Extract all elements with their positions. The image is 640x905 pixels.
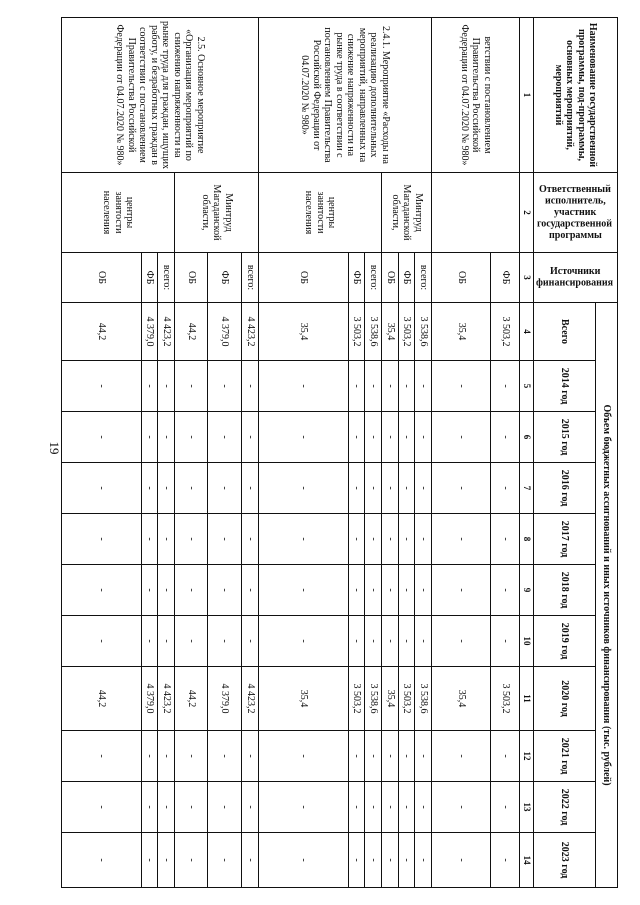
row-year-value: - (141, 731, 158, 782)
row-year-value: - (398, 731, 415, 782)
row-year-value: - (398, 782, 415, 833)
row-total: 4 423,2 (158, 303, 175, 361)
header-source (534, 253, 618, 303)
row-year-value: - (348, 463, 365, 514)
header-year: 2023 год (534, 833, 596, 888)
row-year-value: - (398, 361, 415, 412)
row-total: 4 423,2 (241, 303, 258, 361)
row-year-value: - (158, 514, 175, 565)
row-year-value: - (258, 565, 348, 616)
row-source: ФБ (208, 253, 241, 303)
row-year-value: - (348, 616, 365, 667)
row-year-value: - (490, 565, 519, 616)
row-year-value: - (175, 361, 208, 412)
row-year-value: - (208, 616, 241, 667)
row-year-value: - (415, 833, 432, 888)
row-year-value: - (141, 361, 158, 412)
row-year-value: - (415, 731, 432, 782)
row-year-value: - (258, 361, 348, 412)
row-source: ОБ (62, 253, 142, 303)
row-year-value: - (158, 731, 175, 782)
row-year-value: - (258, 833, 348, 888)
row-year-value: - (62, 361, 142, 412)
row-year-value: - (158, 565, 175, 616)
row-year-value: - (62, 616, 142, 667)
row-year-value: - (365, 463, 382, 514)
row-year-value: - (348, 731, 365, 782)
row-year-value: - (241, 412, 258, 463)
row-year-value: - (208, 463, 241, 514)
row-year-value: - (158, 463, 175, 514)
row-year-value: - (141, 833, 158, 888)
row-total: 35,4 (382, 303, 399, 361)
header-year: 2019 год (534, 616, 596, 667)
row-year-value: - (62, 514, 142, 565)
column-number: 12 (520, 731, 534, 782)
row-year-value: 35,4 (432, 667, 491, 731)
row-year-value: 3 503,2 (398, 667, 415, 731)
row-year-value: - (62, 565, 142, 616)
row-source: всего: (158, 253, 175, 303)
header-executor-text: Ответственный исполнитель, участник государственной программы (537, 183, 614, 241)
row-year-value: 4 423,2 (158, 667, 175, 731)
row-year-value: - (432, 565, 491, 616)
row-year-value: - (415, 565, 432, 616)
row-year-value: - (348, 514, 365, 565)
column-number: 13 (520, 782, 534, 833)
row-year-value: - (62, 412, 142, 463)
row-year-value: - (208, 782, 241, 833)
row-year-value: - (382, 514, 399, 565)
row-year-value: - (258, 616, 348, 667)
row-year-value: - (208, 514, 241, 565)
row-year-value: - (415, 361, 432, 412)
column-number: 1 (520, 18, 534, 173)
row-total: 35,4 (432, 303, 491, 361)
row-year-value: - (432, 731, 491, 782)
column-number: 2 (520, 173, 534, 253)
column-number: 8 (520, 514, 534, 565)
header-total: Всего (534, 303, 596, 361)
row-year-value: - (490, 412, 519, 463)
row-year-value: - (208, 833, 241, 888)
row-year-value: - (258, 514, 348, 565)
row-total: 4 379,0 (208, 303, 241, 361)
row-source: ОБ (432, 253, 491, 303)
row-year-value: - (158, 616, 175, 667)
row-source: ФБ (348, 253, 365, 303)
header-year: 2017 год (534, 514, 596, 565)
row-year-value: - (258, 463, 348, 514)
row-year-value: - (415, 514, 432, 565)
row-year-value: - (62, 833, 142, 888)
row-source: ФБ (141, 253, 158, 303)
row-year-value: - (432, 412, 491, 463)
row-total: 3 538,6 (415, 303, 432, 361)
row-year-value: 4 379,0 (141, 667, 158, 731)
row-year-value: - (365, 361, 382, 412)
row-year-value: - (208, 412, 241, 463)
rotated-table-container (61, 17, 618, 887)
row-name: 2.4.1. Мероприятие «Расходы на реализацию дополнительных мероприятий, направленных на снижение напряженности на рынке труда в соответствии с постановлением Правительства Российской Федерации от 04.07.2020 № 980» (258, 18, 432, 173)
row-year-value: - (241, 361, 258, 412)
row-year-value: - (348, 565, 365, 616)
row-year-value: - (241, 514, 258, 565)
row-year-value: 44,2 (62, 667, 142, 731)
row-year-value: - (241, 782, 258, 833)
header-year: 2020 год (534, 667, 596, 731)
row-year-value: - (158, 412, 175, 463)
row-year-value: 3 503,2 (490, 667, 519, 731)
row-year-value: - (175, 412, 208, 463)
row-executor: Минтруд Магаданской области, (382, 173, 432, 253)
row-year-value: 44,2 (175, 667, 208, 731)
row-year-value: 35,4 (258, 667, 348, 731)
row-name: ветствии с постановлением Правительства Российской Федерации от 04.07.2020 № 980» (432, 18, 520, 173)
row-year-value: - (141, 565, 158, 616)
row-year-value: 35,4 (382, 667, 399, 731)
table-row (490, 18, 519, 888)
column-number: 9 (520, 565, 534, 616)
row-year-value: - (175, 514, 208, 565)
column-number: 7 (520, 463, 534, 514)
row-year-value: - (432, 616, 491, 667)
row-name: 2.5. Основное мероприятие «Организация мероприятий по снижению напряженности на рынке труда для граждан, ищущих работу, и безработных граждан в соответствии с постановлением Правительства Российской Федерации от 04.07.2020 № 980» (62, 18, 259, 173)
row-year-value: - (175, 833, 208, 888)
page-number: 19 (47, 441, 62, 455)
row-year-value: - (398, 463, 415, 514)
row-year-value: - (415, 616, 432, 667)
header-name: Наименование государственной программы, под-программы, основных мероприятий, мероприятий (534, 18, 618, 173)
row-source: ФБ (490, 253, 519, 303)
column-number: 10 (520, 616, 534, 667)
row-year-value: - (175, 463, 208, 514)
row-year-value: - (382, 463, 399, 514)
row-year-value: - (348, 361, 365, 412)
header-year: 2018 год (534, 565, 596, 616)
row-year-value: - (158, 833, 175, 888)
row-year-value: 3 503,2 (348, 667, 365, 731)
row-year-value: - (490, 731, 519, 782)
row-year-value: - (258, 731, 348, 782)
row-year-value: - (398, 616, 415, 667)
row-year-value: - (490, 514, 519, 565)
row-year-value: - (398, 514, 415, 565)
row-year-value: - (175, 565, 208, 616)
row-year-value: - (365, 616, 382, 667)
row-year-value: - (382, 782, 399, 833)
row-total: 3 538,6 (365, 303, 382, 361)
row-year-value: - (432, 463, 491, 514)
row-total: 3 503,2 (348, 303, 365, 361)
row-year-value: - (62, 731, 142, 782)
row-total: 44,2 (175, 303, 208, 361)
header-year: 2021 год (534, 731, 596, 782)
row-executor: центры занятости населения (62, 173, 175, 253)
row-year-value: - (432, 361, 491, 412)
row-year-value: - (365, 412, 382, 463)
row-year-value: - (415, 412, 432, 463)
row-year-value: - (365, 731, 382, 782)
row-year-value: - (141, 782, 158, 833)
row-year-value: - (175, 782, 208, 833)
row-year-value: - (382, 412, 399, 463)
row-year-value: 3 538,6 (415, 667, 432, 731)
row-year-value: - (382, 361, 399, 412)
row-year-value: - (398, 833, 415, 888)
header-year: 2016 год (534, 463, 596, 514)
row-year-value: - (365, 514, 382, 565)
row-year-value: - (241, 565, 258, 616)
row-total: 35,4 (258, 303, 348, 361)
header-executor (534, 173, 618, 253)
row-year-value: - (348, 782, 365, 833)
row-source: ОБ (175, 253, 208, 303)
row-year-value: - (415, 463, 432, 514)
row-year-value: 4 423,2 (241, 667, 258, 731)
row-executor (432, 173, 520, 253)
row-year-value: - (62, 463, 142, 514)
row-executor: Минтруд Магаданской области, (175, 173, 259, 253)
row-total: 4 379,0 (141, 303, 158, 361)
row-year-value: - (208, 731, 241, 782)
row-source: всего: (241, 253, 258, 303)
row-year-value: - (208, 361, 241, 412)
column-number: 3 (520, 253, 534, 303)
row-year-value: - (490, 616, 519, 667)
row-year-value: - (62, 782, 142, 833)
table-row (415, 18, 432, 888)
header-year: 2014 год (534, 361, 596, 412)
row-year-value: - (432, 514, 491, 565)
column-number: 14 (520, 833, 534, 888)
row-total: 3 503,2 (398, 303, 415, 361)
row-source: всего: (365, 253, 382, 303)
row-year-value: - (365, 565, 382, 616)
row-year-value: - (432, 782, 491, 833)
row-year-value: - (141, 463, 158, 514)
row-total: 3 503,2 (490, 303, 519, 361)
row-year-value: - (258, 412, 348, 463)
row-year-value: - (382, 565, 399, 616)
row-year-value: - (175, 616, 208, 667)
financing-table (61, 17, 618, 888)
column-number: 6 (520, 412, 534, 463)
row-year-value: - (432, 833, 491, 888)
row-executor: центры занятости населения (258, 173, 381, 253)
row-year-value: - (158, 782, 175, 833)
row-year-value: - (141, 616, 158, 667)
row-year-value: - (490, 463, 519, 514)
row-year-value: - (158, 361, 175, 412)
row-year-value: - (490, 361, 519, 412)
row-source: ОБ (258, 253, 348, 303)
row-year-value: - (398, 412, 415, 463)
column-number: 4 (520, 303, 534, 361)
row-year-value: - (382, 833, 399, 888)
column-number: 5 (520, 361, 534, 412)
header-source-text: Источники финансирования (536, 266, 615, 289)
column-number: 11 (520, 667, 534, 731)
row-year-value: - (365, 782, 382, 833)
row-year-value: - (365, 833, 382, 888)
row-year-value: 4 379,0 (208, 667, 241, 731)
row-year-value: - (398, 565, 415, 616)
row-year-value: - (208, 565, 241, 616)
header-funding-group: Объем бюджетных ассигнований и иных источников финансирования (тыс. рублей) (596, 303, 618, 888)
row-source: ОБ (382, 253, 399, 303)
row-year-value: 3 538,6 (365, 667, 382, 731)
header-year: 2022 год (534, 782, 596, 833)
row-year-value: - (175, 731, 208, 782)
row-total: 44,2 (62, 303, 142, 361)
row-source: ФБ (398, 253, 415, 303)
row-year-value: - (241, 833, 258, 888)
row-year-value: - (382, 731, 399, 782)
row-year-value: - (490, 833, 519, 888)
row-year-value: - (258, 782, 348, 833)
row-year-value: - (490, 782, 519, 833)
row-year-value: - (241, 616, 258, 667)
row-year-value: - (141, 514, 158, 565)
row-year-value: - (241, 463, 258, 514)
row-year-value: - (348, 412, 365, 463)
row-year-value: - (141, 412, 158, 463)
row-year-value: - (382, 616, 399, 667)
row-source: всего: (415, 253, 432, 303)
row-year-value: - (241, 731, 258, 782)
table-row (241, 18, 258, 888)
row-year-value: - (415, 782, 432, 833)
header-year: 2015 год (534, 412, 596, 463)
row-year-value: - (348, 833, 365, 888)
